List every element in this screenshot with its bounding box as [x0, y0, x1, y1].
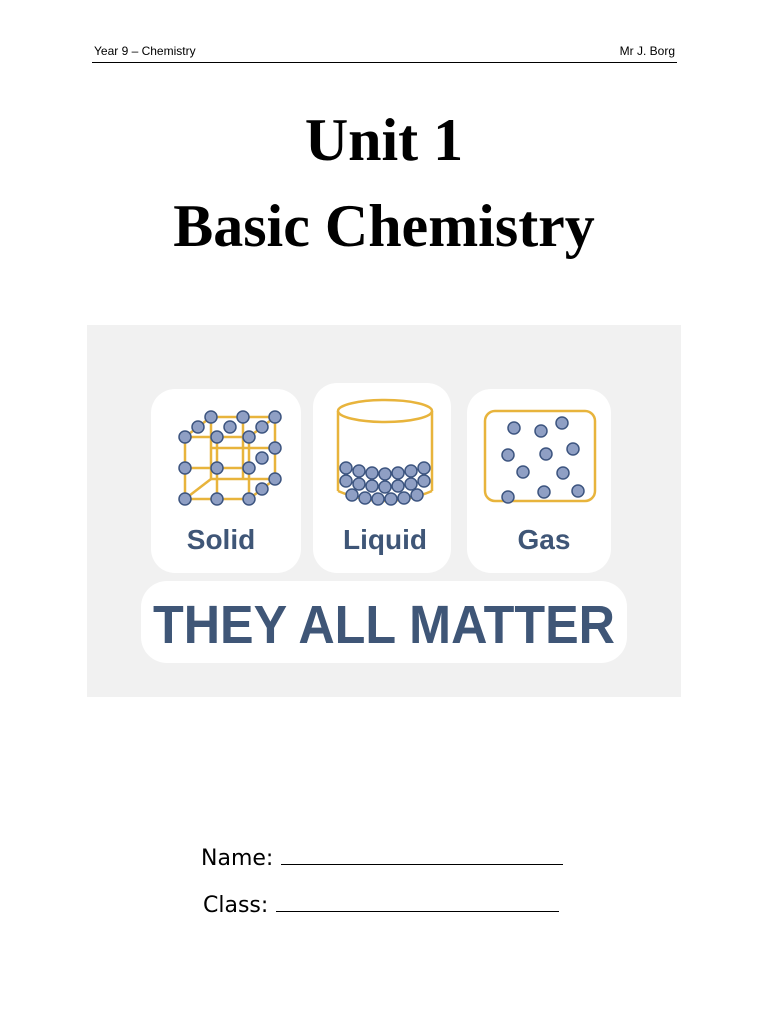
header-course: Year 9 – Chemistry [94, 44, 196, 58]
liquid-particles [340, 462, 430, 505]
unit-subtitle: Basic Chemistry [173, 193, 595, 259]
gas-label: Gas [517, 524, 571, 555]
name-label: Name: [201, 846, 274, 871]
solid-label: Solid [186, 524, 256, 555]
unit-title: Unit 1 [304, 107, 464, 173]
slogan-text: THEY ALL MATTER [153, 595, 615, 655]
name-blank-line[interactable] [281, 842, 563, 865]
sticker-art [87, 325, 681, 697]
page-header [92, 42, 677, 63]
name-field-row [201, 842, 563, 871]
states-of-matter-illustration [87, 325, 681, 697]
class-label: Class: [203, 893, 269, 918]
liquid-label: Liquid [343, 524, 427, 555]
class-field-row [203, 889, 559, 918]
class-blank-line[interactable] [276, 889, 559, 912]
header-teacher: Mr J. Borg [619, 44, 675, 58]
